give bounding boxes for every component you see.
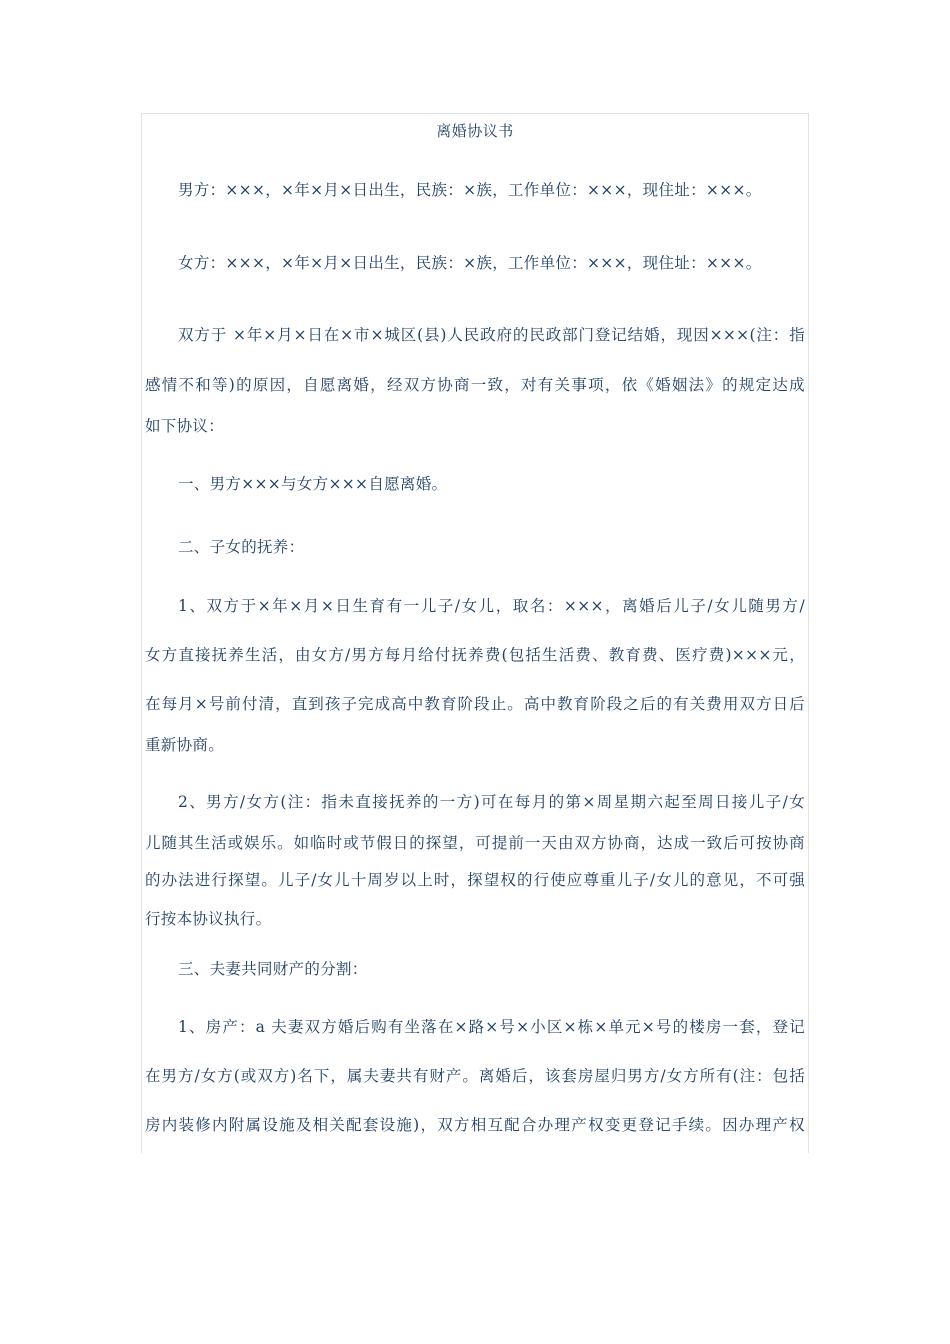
paragraph-marriage-line-2: 感情不和等)的原因，自愿离婚，经双方协商一致，对有关事项，依《婚姻法》的规定达成 <box>145 376 805 394</box>
clause-visitation-line-2: 儿随其生活或娱乐。如临时或节假日的探望，可提前一天由双方协商，达成一致后可按协商 <box>145 834 805 852</box>
clause-house-line-1: 1、房产：a 夫妻双方婚后购有坐落在×路×号×小区×栋×单元×号的楼房一套，登记 <box>178 1018 805 1036</box>
clause-visitation-line-3: 的办法进行探望。儿子/女儿十周岁以上时，探望权的行使应尊重儿子/女儿的意见，不可强 <box>145 871 805 889</box>
clause-visitation-line-4: 行按本协议执行。 <box>145 910 272 928</box>
clause-child-support-line-2: 女方直接抚养生活，由女方/男方每月给付抚养费(包括生活费、教育费、医疗费)×××元， <box>145 646 805 664</box>
clause-house-line-3: 房内装修内附属设施及相关配套设施)，双方相互配合办理产权变更登记手续。因办理产权 <box>145 1116 805 1134</box>
document-title: 离婚协议书 <box>436 122 514 140</box>
clause-child-support-line-4: 重新协商。 <box>145 736 225 754</box>
section-heading-divorce: 一、男方×××与女方×××自愿离婚。 <box>178 475 448 493</box>
paragraph-female-info: 女方：×××，×年×月×日出生，民族：×族，工作单位：×××，现住址：×××。 <box>178 254 762 272</box>
section-heading-property: 三、夫妻共同财产的分割： <box>178 960 368 978</box>
paragraph-marriage-line-3: 如下协议： <box>145 417 225 435</box>
section-heading-children: 二、子女的抚养： <box>178 538 305 556</box>
clause-child-support-line-3: 在每月×号前付清，直到孩子完成高中教育阶段止。高中教育阶段之后的有关费用双方日后 <box>145 695 805 713</box>
clause-visitation-line-1: 2、男方/女方(注：指未直接抚养的一方)可在每月的第×周星期六起至周日接儿子/女 <box>178 793 805 811</box>
clause-child-support-line-1: 1、双方于×年×月×日生育有一儿子/女儿，取名：×××，离婚后儿子/女儿随男方/ <box>178 597 805 615</box>
paragraph-marriage-line-1: 双方于 ×年×月×日在×市×城区(县)人民政府的民政部门登记结婚，现因×××(注：指 <box>178 326 805 344</box>
paragraph-male-info: 男方：×××，×年×月×日出生，民族：×族，工作单位：×××，现住址：×××。 <box>178 181 762 199</box>
clause-house-line-2: 在男方/女方(或双方)名下，属夫妻共有财产。离婚后，该套房屋归男方/女方所有(注：包括 <box>145 1067 805 1085</box>
